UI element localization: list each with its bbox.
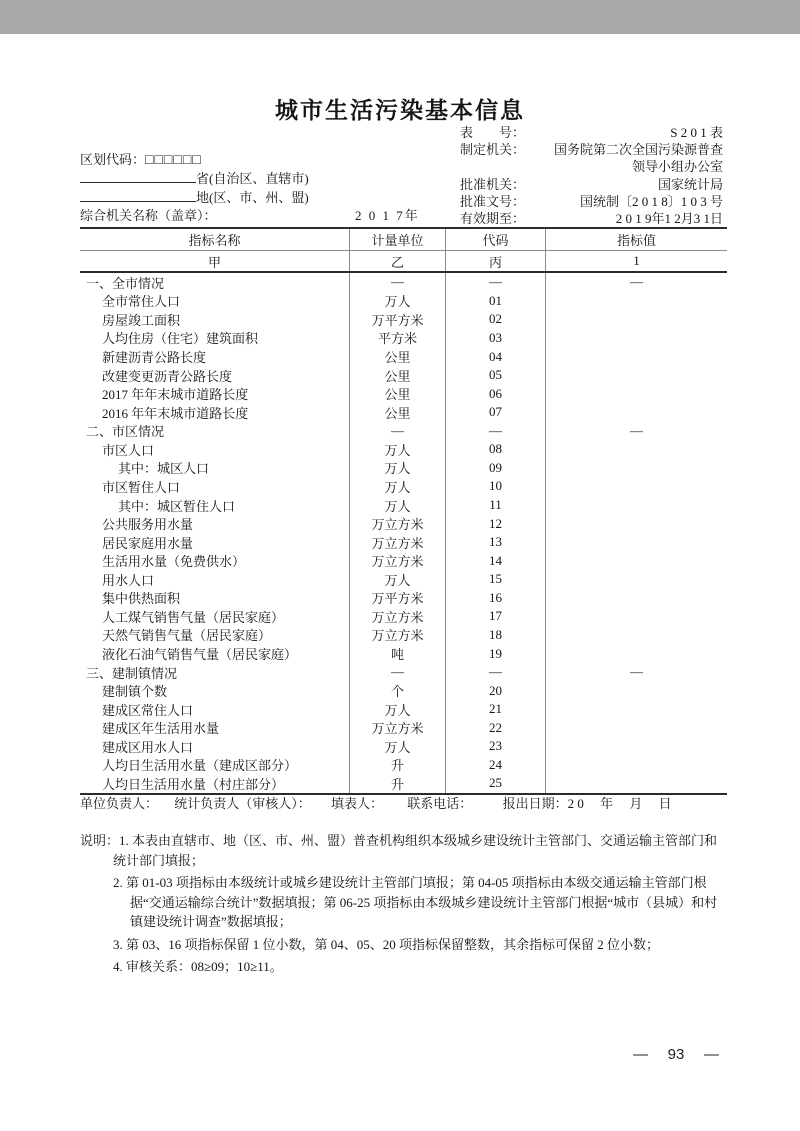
subheader-bing: 丙 — [445, 251, 545, 271]
indicator-name: 居民家庭用水量 — [102, 535, 194, 551]
indicator-row — [80, 366, 727, 385]
indicator-row — [80, 589, 727, 608]
indicator-value[interactable] — [545, 700, 727, 719]
indicator-value[interactable] — [545, 477, 727, 496]
page-number — [633, 1044, 719, 1064]
col-header-code: 代码 — [445, 229, 545, 250]
approving-agency-row — [460, 176, 723, 193]
section-row — [80, 422, 727, 441]
statistics-head-label: 统计负责人（审核人）： — [174, 796, 311, 811]
indicator-unit: 万立方米 — [349, 626, 445, 645]
valid-until-label: 有效期至： — [460, 210, 526, 226]
indicator-row — [80, 477, 727, 496]
note-item-1 — [80, 831, 725, 870]
indicator-name: 一、全市情况 — [86, 275, 165, 291]
indicator-value[interactable] — [545, 570, 727, 589]
report-year: 2 0 1 7年 — [355, 208, 420, 224]
indicator-name: 天然气销售气量（居民家庭） — [102, 628, 272, 644]
indicator-name: 市区人口 — [102, 442, 155, 458]
indicator-value[interactable] — [545, 440, 727, 459]
indicator-row — [80, 310, 727, 329]
indicator-name: 建制镇个数 — [102, 684, 168, 700]
indicator-value[interactable] — [545, 514, 727, 533]
indicator-code: 13 — [445, 533, 545, 552]
form-meta — [0, 124, 800, 227]
indicator-name: 建成区用水人口 — [102, 739, 194, 755]
page-number-dash-right: — — [704, 1045, 719, 1063]
table-head — [80, 229, 727, 273]
note-item-4: 4. 审核关系：08≥09；10≥11。 — [113, 959, 283, 974]
indicator-row — [80, 774, 727, 793]
indicator-row — [80, 514, 727, 533]
indicator-row — [80, 551, 727, 570]
page-number-dash-left: — — [633, 1045, 648, 1063]
form-number-label: 表 号： — [460, 125, 526, 140]
indicator-code: 11 — [445, 496, 545, 515]
form-number-row — [460, 124, 723, 141]
issuing-agency-value-line2: 领导小组办公室 — [631, 159, 723, 175]
indicator-value[interactable] — [545, 551, 727, 570]
indicator-row — [80, 644, 727, 663]
form-title: 城市生活污染基本信息 — [275, 98, 525, 123]
indicator-unit: 万人 — [349, 292, 445, 311]
indicator-value[interactable] — [545, 681, 727, 700]
agency-row — [80, 207, 460, 226]
province-blank-field[interactable] — [80, 170, 196, 183]
indicator-code: 14 — [445, 551, 545, 570]
indicator-unit: 万人 — [349, 440, 445, 459]
indicator-row — [80, 459, 727, 478]
indicator-unit: 万立方米 — [349, 533, 445, 552]
approval-doc-value: 国统制〔2 0 1 8〕1 0 3 号 — [579, 193, 723, 209]
indicator-value[interactable] — [545, 310, 727, 329]
indicator-value[interactable] — [545, 644, 727, 663]
indicator-name: 集中供热面积 — [102, 591, 181, 607]
indicator-name: 人均日生活用水量（村庄部分） — [102, 776, 285, 792]
indicator-code: 12 — [445, 514, 545, 533]
indicator-row — [80, 384, 727, 403]
indicator-code: 23 — [445, 737, 545, 756]
indicator-unit: — — [349, 273, 445, 292]
province-label: 省(自治区、直辖市) — [196, 170, 309, 186]
indicator-row — [80, 700, 727, 719]
indicator-value[interactable] — [545, 607, 727, 626]
indicator-code: 09 — [445, 459, 545, 478]
indicator-name: 全市常住人口 — [102, 294, 181, 310]
indicator-name: 建成区常住人口 — [102, 702, 194, 718]
indicator-name: 建成区年生活用水量 — [102, 721, 220, 737]
region-code-boxes[interactable]: □□□□□□ — [145, 153, 202, 168]
indicator-code: 18 — [445, 626, 545, 645]
indicator-code: 02 — [445, 310, 545, 329]
indicator-row — [80, 719, 727, 738]
indicator-code: 25 — [445, 774, 545, 793]
col-header-value: 指标值 — [545, 229, 727, 250]
section-row — [80, 663, 727, 682]
indicator-unit: 公里 — [349, 384, 445, 403]
indicator-name: 市区暂住人口 — [102, 479, 181, 495]
indicator-value[interactable] — [545, 719, 727, 738]
indicator-name: 改建变更沥青公路长度 — [102, 368, 233, 384]
region-code-row — [80, 151, 460, 170]
indicator-row — [80, 626, 727, 645]
indicator-unit: 万平方米 — [349, 310, 445, 329]
indicator-row — [80, 440, 727, 459]
indicator-name: 其中：城区人口 — [118, 461, 210, 477]
indicator-code: 04 — [445, 347, 545, 366]
col-header-indicator-name: 指标名称 — [188, 233, 241, 248]
indicator-code: 03 — [445, 329, 545, 348]
indicator-unit: 万人 — [349, 570, 445, 589]
indicator-unit: 公里 — [349, 403, 445, 422]
indicator-unit: 万人 — [349, 477, 445, 496]
indicator-code: — — [445, 663, 545, 682]
notes-section — [80, 831, 725, 980]
form-number-value: S 2 0 1 表 — [670, 125, 723, 140]
scan-artifact-strip — [0, 0, 800, 34]
signature-row — [80, 795, 727, 813]
indicator-name: 人工煤气销售气量（居民家庭） — [102, 609, 285, 625]
subheader-jia: 甲 — [207, 254, 221, 270]
indicator-unit: 升 — [349, 756, 445, 775]
indicator-code: 07 — [445, 403, 545, 422]
indicator-name: 公共服务用水量 — [102, 517, 194, 533]
indicator-name: 液化石油气销售气量（居民家庭） — [102, 647, 298, 663]
approval-doc-row — [460, 193, 723, 210]
indicator-value: — — [545, 663, 727, 682]
prefecture-blank-field[interactable] — [80, 189, 196, 202]
indicator-row — [80, 607, 727, 626]
note-item-3: 3. 第 03、16 项指标保留 1 位小数，第 04、05、20 项指标保留整数，其余指标可保留 2 位小数； — [113, 936, 660, 952]
indicator-value[interactable] — [545, 329, 727, 348]
indicator-value: — — [545, 422, 727, 441]
subheader-1: 1 — [545, 251, 727, 271]
indicator-unit: 万人 — [349, 737, 445, 756]
table-subheader-row — [80, 251, 727, 273]
indicator-code: 21 — [445, 700, 545, 719]
indicator-code: 15 — [445, 570, 545, 589]
indicator-unit: — — [349, 422, 445, 441]
indicator-unit: 万立方米 — [349, 719, 445, 738]
indicator-unit: 万人 — [349, 700, 445, 719]
valid-until-row — [460, 210, 723, 227]
note-item-2: 2. 第 01-03 项指标由本级统计或城乡建设统计主管部门填报；第 04-05 项指标由本级交通运输主管部门根据“交通运输综合统计”数据填报；第 06-25 项指标由本级城乡建设统计主管部门根据“城市（县城）和村镇建设统计调查”数据填报； — [113, 875, 718, 929]
indicator-value[interactable] — [545, 292, 727, 311]
indicator-value[interactable] — [545, 774, 727, 793]
approval-doc-label: 批准文号： — [460, 193, 526, 209]
indicator-unit: 万立方米 — [349, 514, 445, 533]
meta-left-block — [80, 151, 460, 226]
indicator-value: — — [545, 273, 727, 292]
table-header-row — [80, 229, 727, 251]
indicator-name: 三、建制镇情况 — [86, 665, 178, 681]
approving-agency-label: 批准机关： — [460, 176, 526, 192]
indicator-name: 2017 年年末城市道路长度 — [102, 387, 249, 403]
indicator-name: 新建沥青公路长度 — [102, 350, 207, 366]
indicator-code: — — [445, 422, 545, 441]
indicator-name: 二、市区情况 — [86, 424, 165, 440]
indicator-value[interactable] — [545, 366, 727, 385]
indicator-row — [80, 756, 727, 775]
indicator-row — [80, 570, 727, 589]
indicator-unit: 万人 — [349, 496, 445, 515]
indicator-value[interactable] — [545, 737, 727, 756]
page-number-value: 93 — [667, 1045, 685, 1063]
indicator-unit: 万立方米 — [349, 607, 445, 626]
indicator-code: 17 — [445, 607, 545, 626]
indicator-value[interactable] — [545, 589, 727, 608]
meta-right-block — [460, 124, 723, 227]
indicator-code: 08 — [445, 440, 545, 459]
indicator-row — [80, 496, 727, 515]
indicator-code: 22 — [445, 719, 545, 738]
indicator-row — [80, 681, 727, 700]
indicator-code: 24 — [445, 756, 545, 775]
indicator-unit: 个 — [349, 681, 445, 700]
note-item-1-text: 1. 本表由直辖市、地（区、市、州、盟）普查机构组织本级城乡建设统计主管部门、交通运输主管部门和统计部门填报； — [113, 833, 718, 868]
indicator-row — [80, 737, 727, 756]
indicator-unit: — — [349, 663, 445, 682]
issuing-agency-value-line1: 国务院第二次全国污染源普查 — [553, 142, 723, 158]
indicator-table — [80, 227, 727, 795]
subheader-yi: 乙 — [349, 251, 445, 271]
indicator-row — [80, 533, 727, 552]
province-row — [80, 170, 460, 189]
indicator-name: 人均住房（住宅）建筑面积 — [102, 331, 259, 347]
indicator-value[interactable] — [545, 403, 727, 422]
indicator-unit: 升 — [349, 774, 445, 793]
prefecture-label: 地(区、市、州、盟) — [196, 189, 309, 205]
indicator-code: 16 — [445, 589, 545, 608]
issuing-agency-row2 — [460, 158, 723, 175]
indicator-name: 用水人口 — [102, 572, 155, 588]
indicator-value[interactable] — [545, 533, 727, 552]
valid-until-value: 2 0 1 9年1 2月3 1日 — [615, 210, 723, 226]
indicator-unit: 万立方米 — [349, 551, 445, 570]
indicator-name: 2016 年年末城市道路长度 — [102, 405, 249, 421]
region-code-label: 区划代码： — [80, 152, 146, 167]
indicator-value[interactable] — [545, 496, 727, 515]
phone-label: 联系电话： — [407, 796, 473, 811]
approving-agency-value: 国家统计局 — [657, 176, 723, 192]
indicator-value[interactable] — [545, 626, 727, 645]
indicator-unit: 万人 — [349, 459, 445, 478]
indicator-unit: 平方米 — [349, 329, 445, 348]
indicator-name: 人均日生活用水量（建成区部分） — [102, 758, 298, 774]
indicator-code: 10 — [445, 477, 545, 496]
indicator-value[interactable] — [545, 459, 727, 478]
indicator-value[interactable] — [545, 756, 727, 775]
indicator-unit: 公里 — [349, 347, 445, 366]
prefecture-row — [80, 189, 460, 208]
report-date-label: 报出日期：2 0 年 月 日 — [502, 796, 672, 811]
table-body — [80, 273, 727, 793]
indicator-name: 房屋竣工面积 — [102, 312, 181, 328]
indicator-code: 01 — [445, 292, 545, 311]
indicator-value[interactable] — [545, 384, 727, 403]
indicator-row — [80, 292, 727, 311]
agency-label: 综合机关名称（盖章）： — [80, 208, 217, 224]
indicator-unit: 吨 — [349, 644, 445, 663]
indicator-name: 生活用水量（免费供水） — [102, 554, 246, 570]
indicator-row — [80, 403, 727, 422]
col-header-unit: 计量单位 — [349, 229, 445, 250]
unit-head-label: 单位负责人： — [80, 796, 159, 811]
issuing-agency-label: 制定机关： — [460, 142, 526, 158]
indicator-row — [80, 329, 727, 348]
indicator-unit: 公里 — [349, 366, 445, 385]
preparer-label: 填表人： — [331, 796, 384, 811]
indicator-code: — — [445, 273, 545, 292]
indicator-code: 20 — [445, 681, 545, 700]
indicator-code: 05 — [445, 366, 545, 385]
indicator-code: 06 — [445, 384, 545, 403]
indicator-value[interactable] — [545, 347, 727, 366]
notes-label: 说明： — [80, 833, 120, 848]
indicator-row — [80, 347, 727, 366]
section-row — [80, 273, 727, 292]
indicator-unit: 万平方米 — [349, 589, 445, 608]
issuing-agency-row — [460, 141, 723, 158]
indicator-code: 19 — [445, 644, 545, 663]
indicator-name: 其中：城区暂住人口 — [118, 498, 236, 514]
